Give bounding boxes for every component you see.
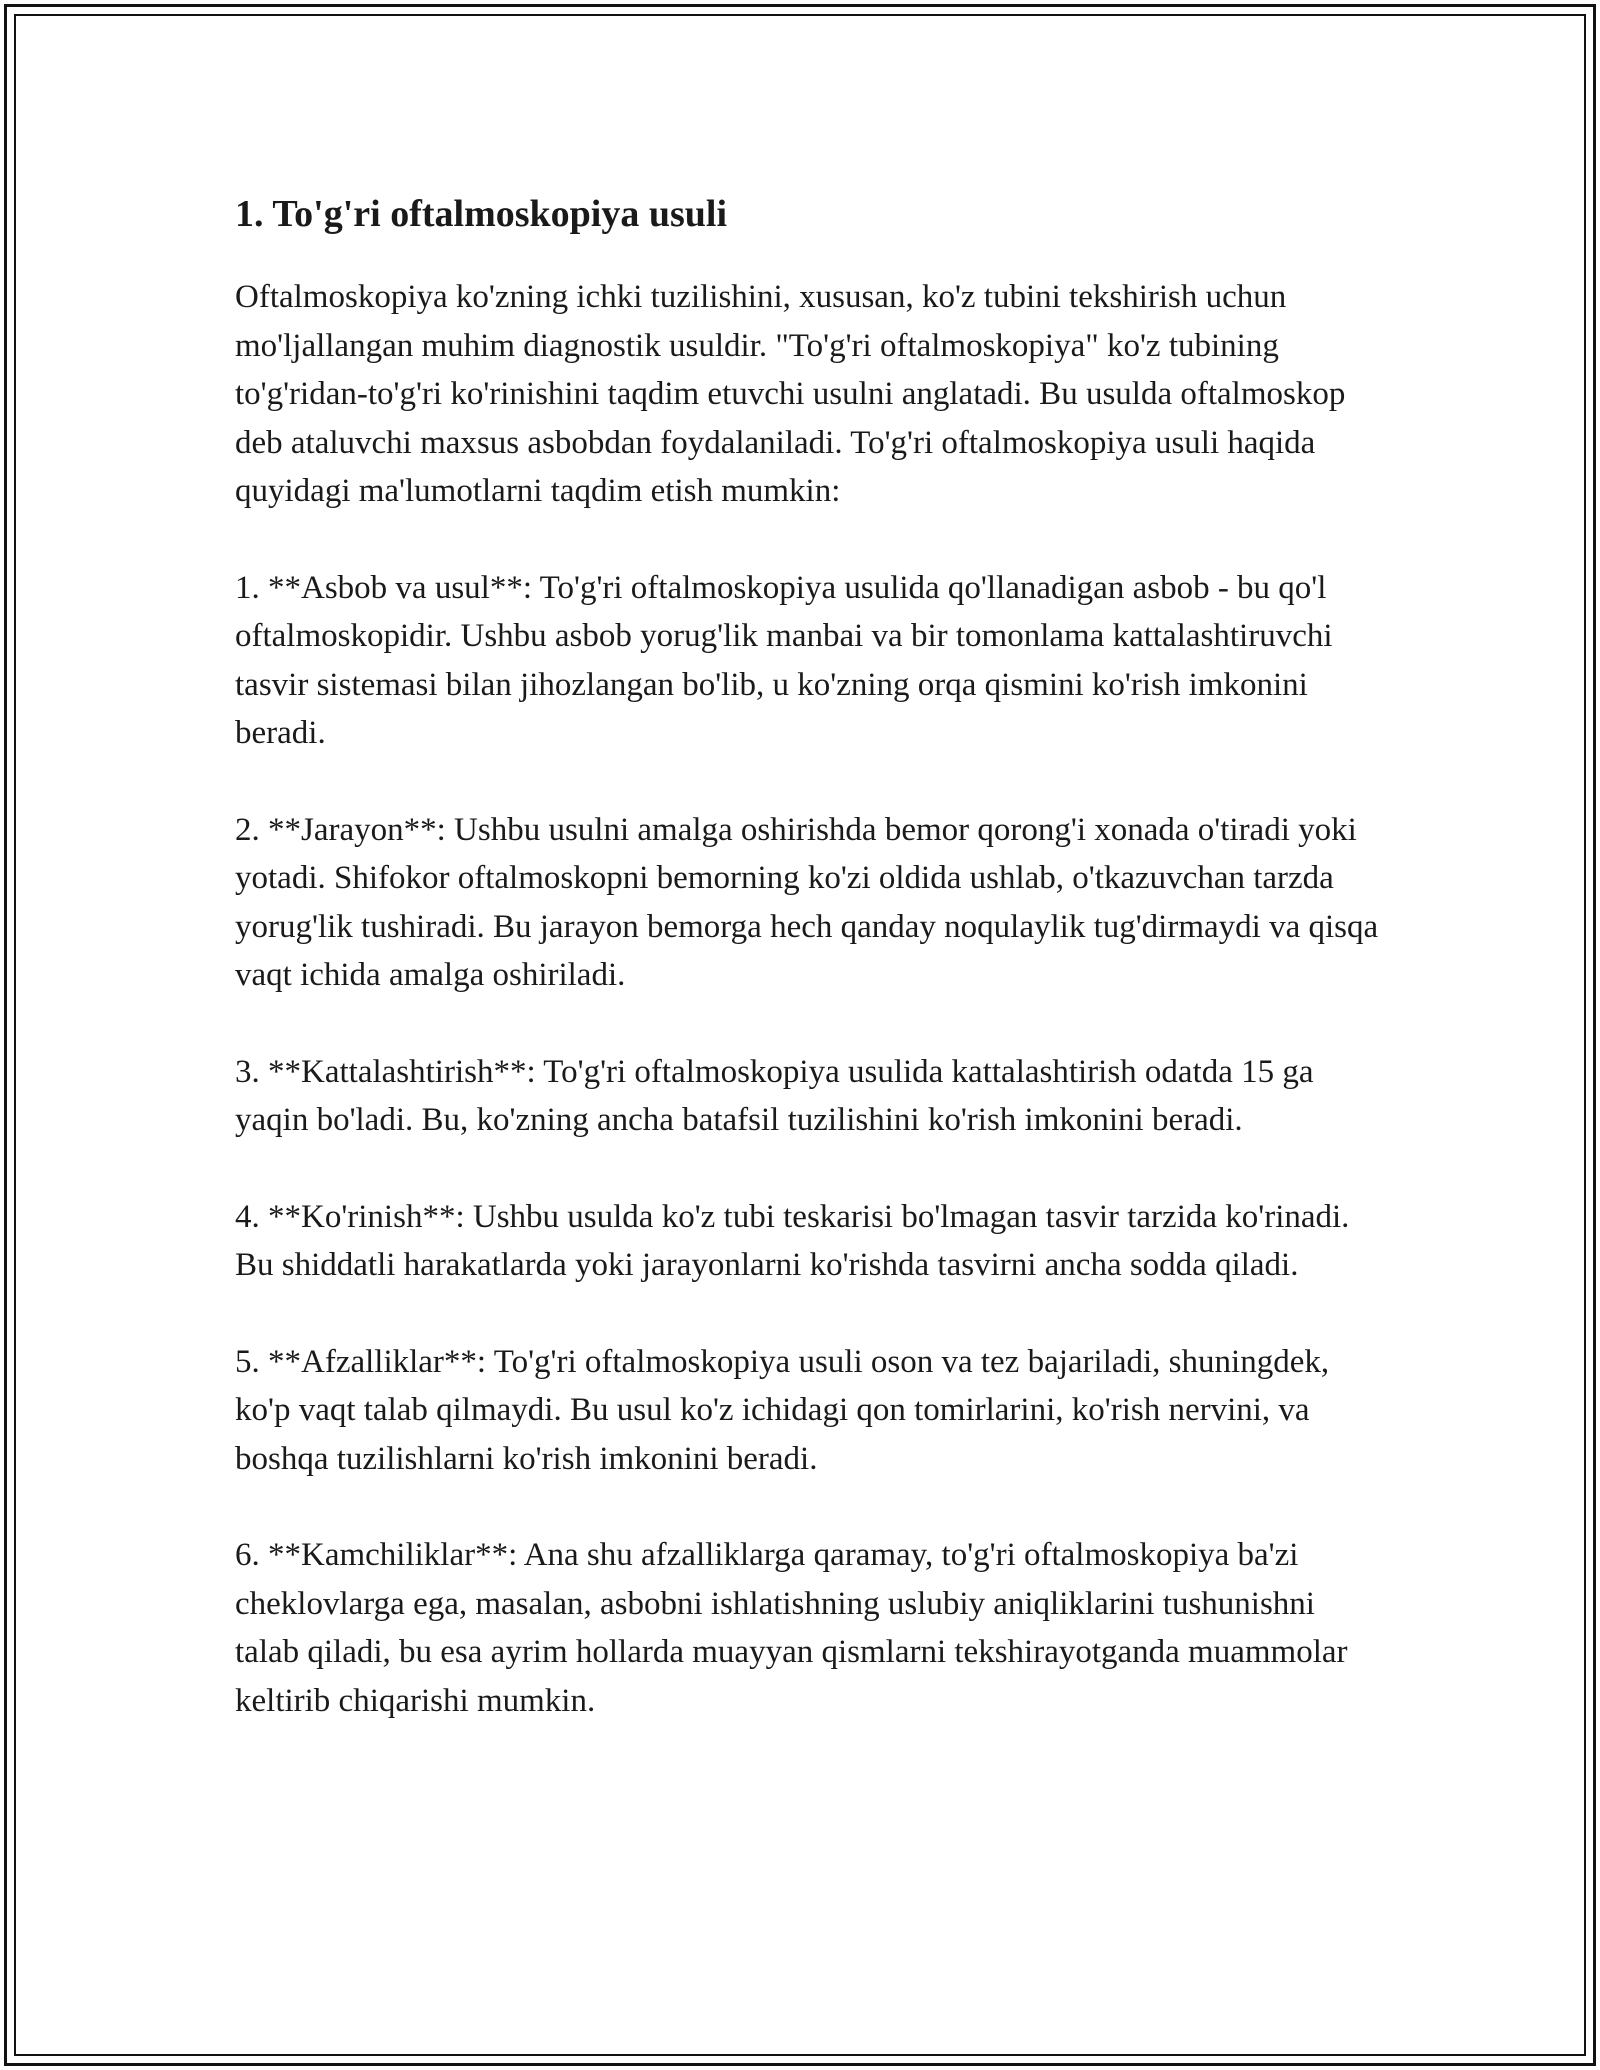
- list-item-jarayon: 2. **Jarayon**: Ushbu usulni amalga oshirishda bemor qorong'i xonada o'tiradi yoki yotadi. Shifokor oftalmoskopni bemorning ko'zi oldida ushlab, o'tkazuvchan tarzda yorug'lik tushiradi. Bu jarayon bemorga hech qanday noqulaylik tug'dirmaydi va qisqa vaqt ichida amalga oshiriladi.: [235, 811, 1379, 993]
- list-item-kattalashtirish: 3. **Kattalashtirish**: To'g'ri oftalmoskopiya usulida kattalashtirish odatda 15 ga yaqin bo'ladi. Bu, ko'zning ancha batafsil tuzilishini ko'rish imkonini beradi.: [235, 1053, 1314, 1138]
- list-item-afzalliklar: 5. **Afzalliklar**: To'g'ri oftalmoskopiya usuli oson va tez bajariladi, shuningdek, ko'p vaqt talab qilmaydi. Bu usul ko'z ichidagi qon tomirlarini, ko'rish nervini, va boshqa tuzilishlarni ko'rish imkonini beradi.: [235, 1343, 1330, 1477]
- document-body: [235, 185, 1385, 1773]
- list-item-korinish: 4. **Ko'rinish**: Ushbu usulda ko'z tubi teskarisi bo'lmagan tasvir tarzida ko'rinadi. Bu shiddatli harakatlarda yoki jarayonlarni ko'rishda tasvirni ancha sodda qiladi.: [235, 1198, 1350, 1283]
- list-item-asbob-va-usul: 1. **Asbob va usul**: To'g'ri oftalmoskopiya usulida qo'llanadigan asbob - bu qo'l oftalmoskopidir. Ushbu asbob yorug'lik manbai va bir tomonlama kattalashtiruvchi tasvir sistemasi bilan jihozlangan bo'lib, u ko'zning orqa qismini ko'rish imkonini beradi.: [235, 569, 1333, 751]
- intro-paragraph: Oftalmoskopiya ko'zning ichki tuzilishini, xususan, ko'z tubini tekshirish uchun mo'ljallangan muhim diagnostik usuldir. "To'g'ri oftalmoskopiya" ko'z tubining to'g'ridan-to'g'ri ko'rinishini taqdim etuvchi usulni anglatadi. Bu usulda oftalmoskop deb ataluvchi maxsus asbobdan foydalaniladi. To'g'ri oftalmoskopiya usuli haqida quyidagi ma'lumotlarni taqdim etish mumkin:: [235, 279, 1346, 509]
- list-item-kamchiliklar: 6. **Kamchiliklar**: Ana shu afzalliklarga qaramay, to'g'ri oftalmoskopiya ba'zi cheklovlarga ega, masalan, asbobni ishlatishning uslubiy aniqliklarini tushunishni talab qiladi, bu esa ayrim hollarda muayyan qismlarni tekshirayotganda muammolar keltirib chiqarishi mumkin.: [235, 1537, 1348, 1719]
- document-title: 1. To'g'ri oftalmoskopiya usuli: [235, 193, 728, 235]
